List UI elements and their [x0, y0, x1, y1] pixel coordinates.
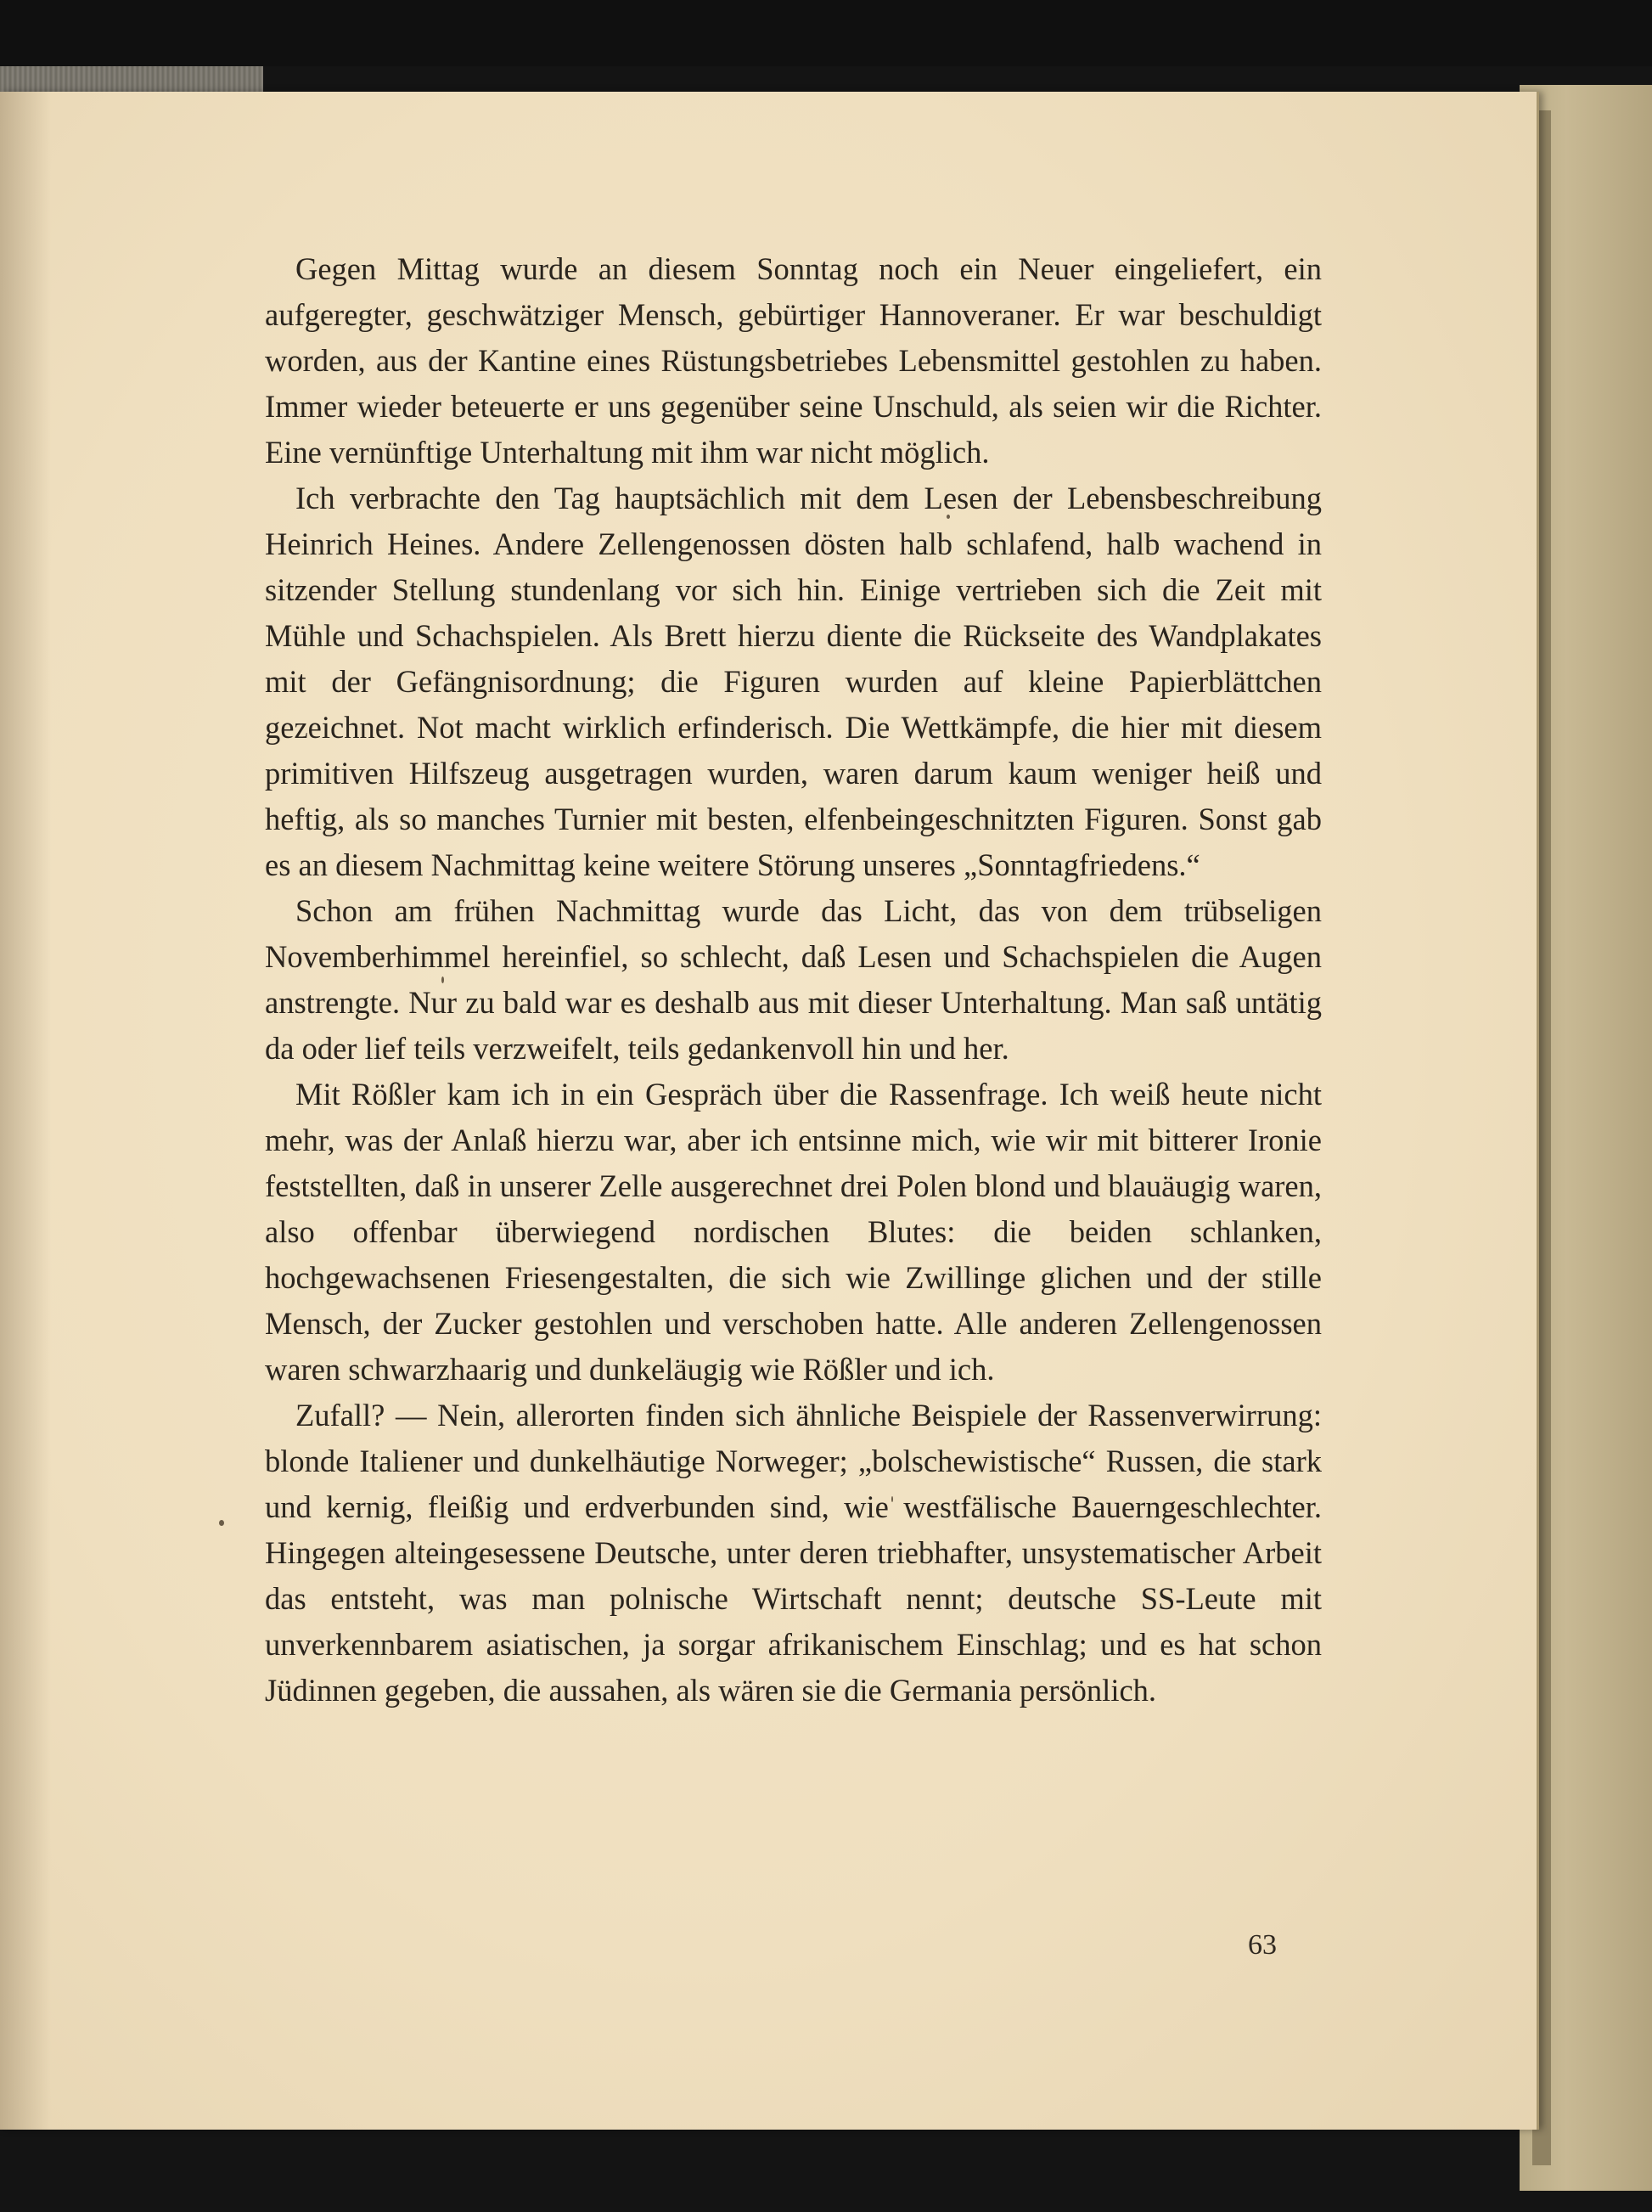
scan-background	[0, 0, 1652, 66]
paragraph: Mit Rößler kam ich in ein Gespräch über die Rassenfrage. Ich weiß heute nicht mehr, was der Anlaß hierzu war, aber ich entsinne mich, wie wir mit bitterer Ironie feststellten, daß in unserer Zelle ausgerechnet drei Polen blond und blauäugig waren, also offenbar überwiegend nordischen Blutes: die beiden schlanken, hochgewachsenen Friesengestalten, die sich wie Zwillinge glichen und der stille Mensch, der Zucker gestohlen und verschoben hatte. Alle anderen Zellengenossen waren schwarzhaarig und dunkeläugig wie Rößler und ich.	[265, 1077, 1322, 1387]
paragraph: Ich verbrachte den Tag hauptsächlich mit dem Lesen der Lebensbeschreibung Heinrich Heines. Andere Zellengenossen dösten halb schlafend, halb wachend in sitzender Stellung stundenlang vor sich hin. Einige vertrieben sich die Zeit mit Mühle und Schachspielen. Als Brett hierzu diente die Rückseite des Wandplakates mit der Gefängnisordnung; die Figuren wurden auf kleine Papierblättchen gezeichnet. Not macht wirklich erfinderisch. Die Wettkämpfe, die hier mit diesem primitiven Hilfszeug ausgetragen wurden, waren darum kaum weniger heiß und heftig, als so manches Turnier mit besten, elfenbeingeschnitzten Figuren. Sonst gab es an diesem Nachmittag keine weitere Störung unseres „Sonntagfriedens.“	[265, 481, 1322, 882]
page-number: 63	[1248, 1929, 1277, 1961]
body-text	[265, 246, 1322, 1714]
paragraph: Zufall? — Nein, allerorten finden sich ähnliche Beispiele der Rassenverwirrung: blonde Italiener und dunkelhäutige Norweger; „bolschewistische“ Russen, die stark und kernig, fleißig und erdverbunden sind, wie westfälische Bauerngeschlechter. Hingegen alteingesessene Deutsche, unter deren triebhafter, unsystematischer Arbeit das entsteht, was man polnische Wirtschaft nennt; deutsche SS-Leute mit unverkennbarem asiatischen, ja sorgar afrikanischem Einschlag; und es hat schon Jüdinnen gegeben, die aussahen, als wären sie die Germania persönlich.	[265, 1398, 1322, 1708]
paragraph: Schon am frühen Nachmittag wurde das Licht, das von dem trübseligen Novemberhimmel hereinfiel, so schlecht, daß Lesen und Schachspielen die Augen anstrengte. Nur zu bald war es deshalb aus mit dieser Unterhaltung. Man saß untätig da oder lief teils verzweifelt, teils gedankenvoll hin und her.	[265, 893, 1322, 1066]
paragraph: Gegen Mittag wurde an diesem Sonntag noch ein Neuer eingeliefert, ein aufgeregter, geschwätziger Mensch, gebürtiger Hannoveraner. Er war beschuldigt worden, aus der Kantine eines Rüstungsbetriebes Lebensmittel gestohlen zu haben. Immer wieder beteuerte er uns gegenüber seine Unschuld, als seien wir die Richter. Eine vernünftige Unterhaltung mit ihm war nicht möglich.	[265, 251, 1322, 470]
page-gutter	[0, 92, 51, 2130]
paper-speck	[219, 1520, 224, 1526]
